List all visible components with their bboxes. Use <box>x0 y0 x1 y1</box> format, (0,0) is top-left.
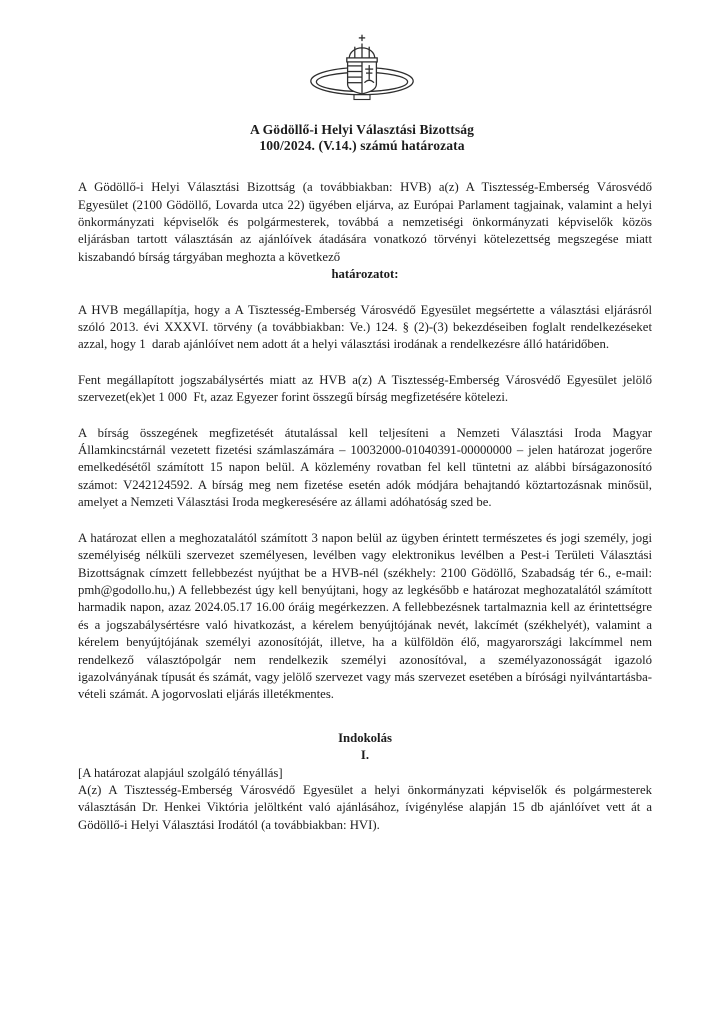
document-title <box>0 122 724 153</box>
paragraph-intro: A Gödöllő-i Helyi Választási Bizottság (a továbbiakban: HVB) a(z) A Tisztesség-Emberség Városvédő Egyesület (2100 Gödöllő, Lovarda utca 22) ügyében eljárva, az Európai Parlament tagjainak, valamint a helyi önkormányzati képviselők és polgármesterek, továbbá a nemzetiségi önkormányzati képviselők közös eljárásban tartott választásán az ajánlóívek átadására vonatkozó törvényi kötelezettség megszegése miatt kiszabandó bírság tárgyában meghozta a következő <box>78 180 652 264</box>
document-body <box>78 179 652 834</box>
paragraph-payment-instructions: A bírság összegének megfizetését átutalással kell teljesíteni a Nemzeti Választási Iroda Magyar Államkincstárnál vezetett fizetési számlaszámára – 10032000-01040391-00000000 – jelen határozat jogerőre emelkedésétől számított 15 napon belül. A közlemény rovatban fel kell tüntetni az alábbi bírságazonosító számot: V242124592. A bírság meg nem fizetése esetén adók módjára behajtandó köztartozásnak minősül, amelyet a Nemzeti Választási Iroda megkeresésére az állami adóhatóság szed be. <box>78 425 652 510</box>
paragraph-fine-amount: Fent megállapított jogszabálysértés miatt az HVB a(z) A Tisztesség-Emberség Városvédő Egyesület jelölő szervezet(ek)et 1 000 Ft, azaz Egyezer forint összegű bírság megfizetésére kötelezi. <box>78 372 652 405</box>
facts-bracket-label: [A határozat alapjául szolgáló tényállás] <box>78 765 283 780</box>
heading-hatarozatot: határozatot: <box>331 267 399 282</box>
title-decision-number: 100/2024. (V.14.) számú határozata <box>259 137 465 153</box>
heading-indokolas: Indokolás <box>338 730 392 745</box>
paragraph-appeal-rights: A határozat ellen a meghozatalától számított 3 napon belül az ügyben érintett természetes és jogi személy, jogi személyiség nélküli szervezet személyesen, levélben vagy elektronikus levélben a Pest-i Területi Választási Bizottságnak címzett fellebbezést nyújthat be a HVB-nél (székhely: 2100 Gödöllő, Szabadság tér 6., e-mail: pmh@godollo.hu,) A fellebbezést úgy kell benyújtani, hogy az legkésőbb e határozat meghozatalától számított harmadik napon, azaz 2024.05.17 16.00 óráig megérkezzen. A fellebbezésnek tartalmaznia kell az érintettségre és a jogszabálysértésre való hivatkozást, a kérelem benyújtójának nevét, lakcímét (székhelyét), valamint a kérelem benyújtójának személyi azonosítóját, illetve, ha a külföldön élő, magyarországi lakcímmel nem rendelkező választópolgár nem rendelkezik személyi azonosítóval, a személyazonosságát igazoló igazolványának típusát és számát, vagy jelölő szervezet vagy más szervezet esetében a bírósági nyilvántartásba-vételi számát. A jogorvoslati eljárás illetékmentes. <box>78 530 652 702</box>
hungarian-coat-of-arms-icon <box>306 33 418 110</box>
paragraph-violation-finding: A HVB megállapítja, hogy a A Tisztesség-Emberség Városvédő Egyesület megsértette a választási eljárásról szóló 2013. évi XXXVI. törvény (a továbbiakban: Ve.) 124. § (2)-(3) bekezdéseiben foglalt rendelkezéseket azzal, hogy 1 darab ajánlóívet nem adott át a helyi választási irodának a rendelkezésre álló határidőben. <box>78 302 652 352</box>
paragraph-facts: A(z) A Tisztesség-Emberség Városvédő Egyesület a helyi önkormányzati képviselők és polgármesterek választásán Dr. Henkei Viktória jelöltként való ajánlásához, ívigénylése alapján 15 db ajánlóívet vett át a Gödöllő-i Helyi Választási Irodától (a továbbiakban: HVI). <box>78 782 652 832</box>
heading-section-i: I. <box>360 748 370 763</box>
title-committee-name: A Gödöllő-i Helyi Választási Bizottság <box>249 122 475 137</box>
emblem-container <box>0 0 724 110</box>
